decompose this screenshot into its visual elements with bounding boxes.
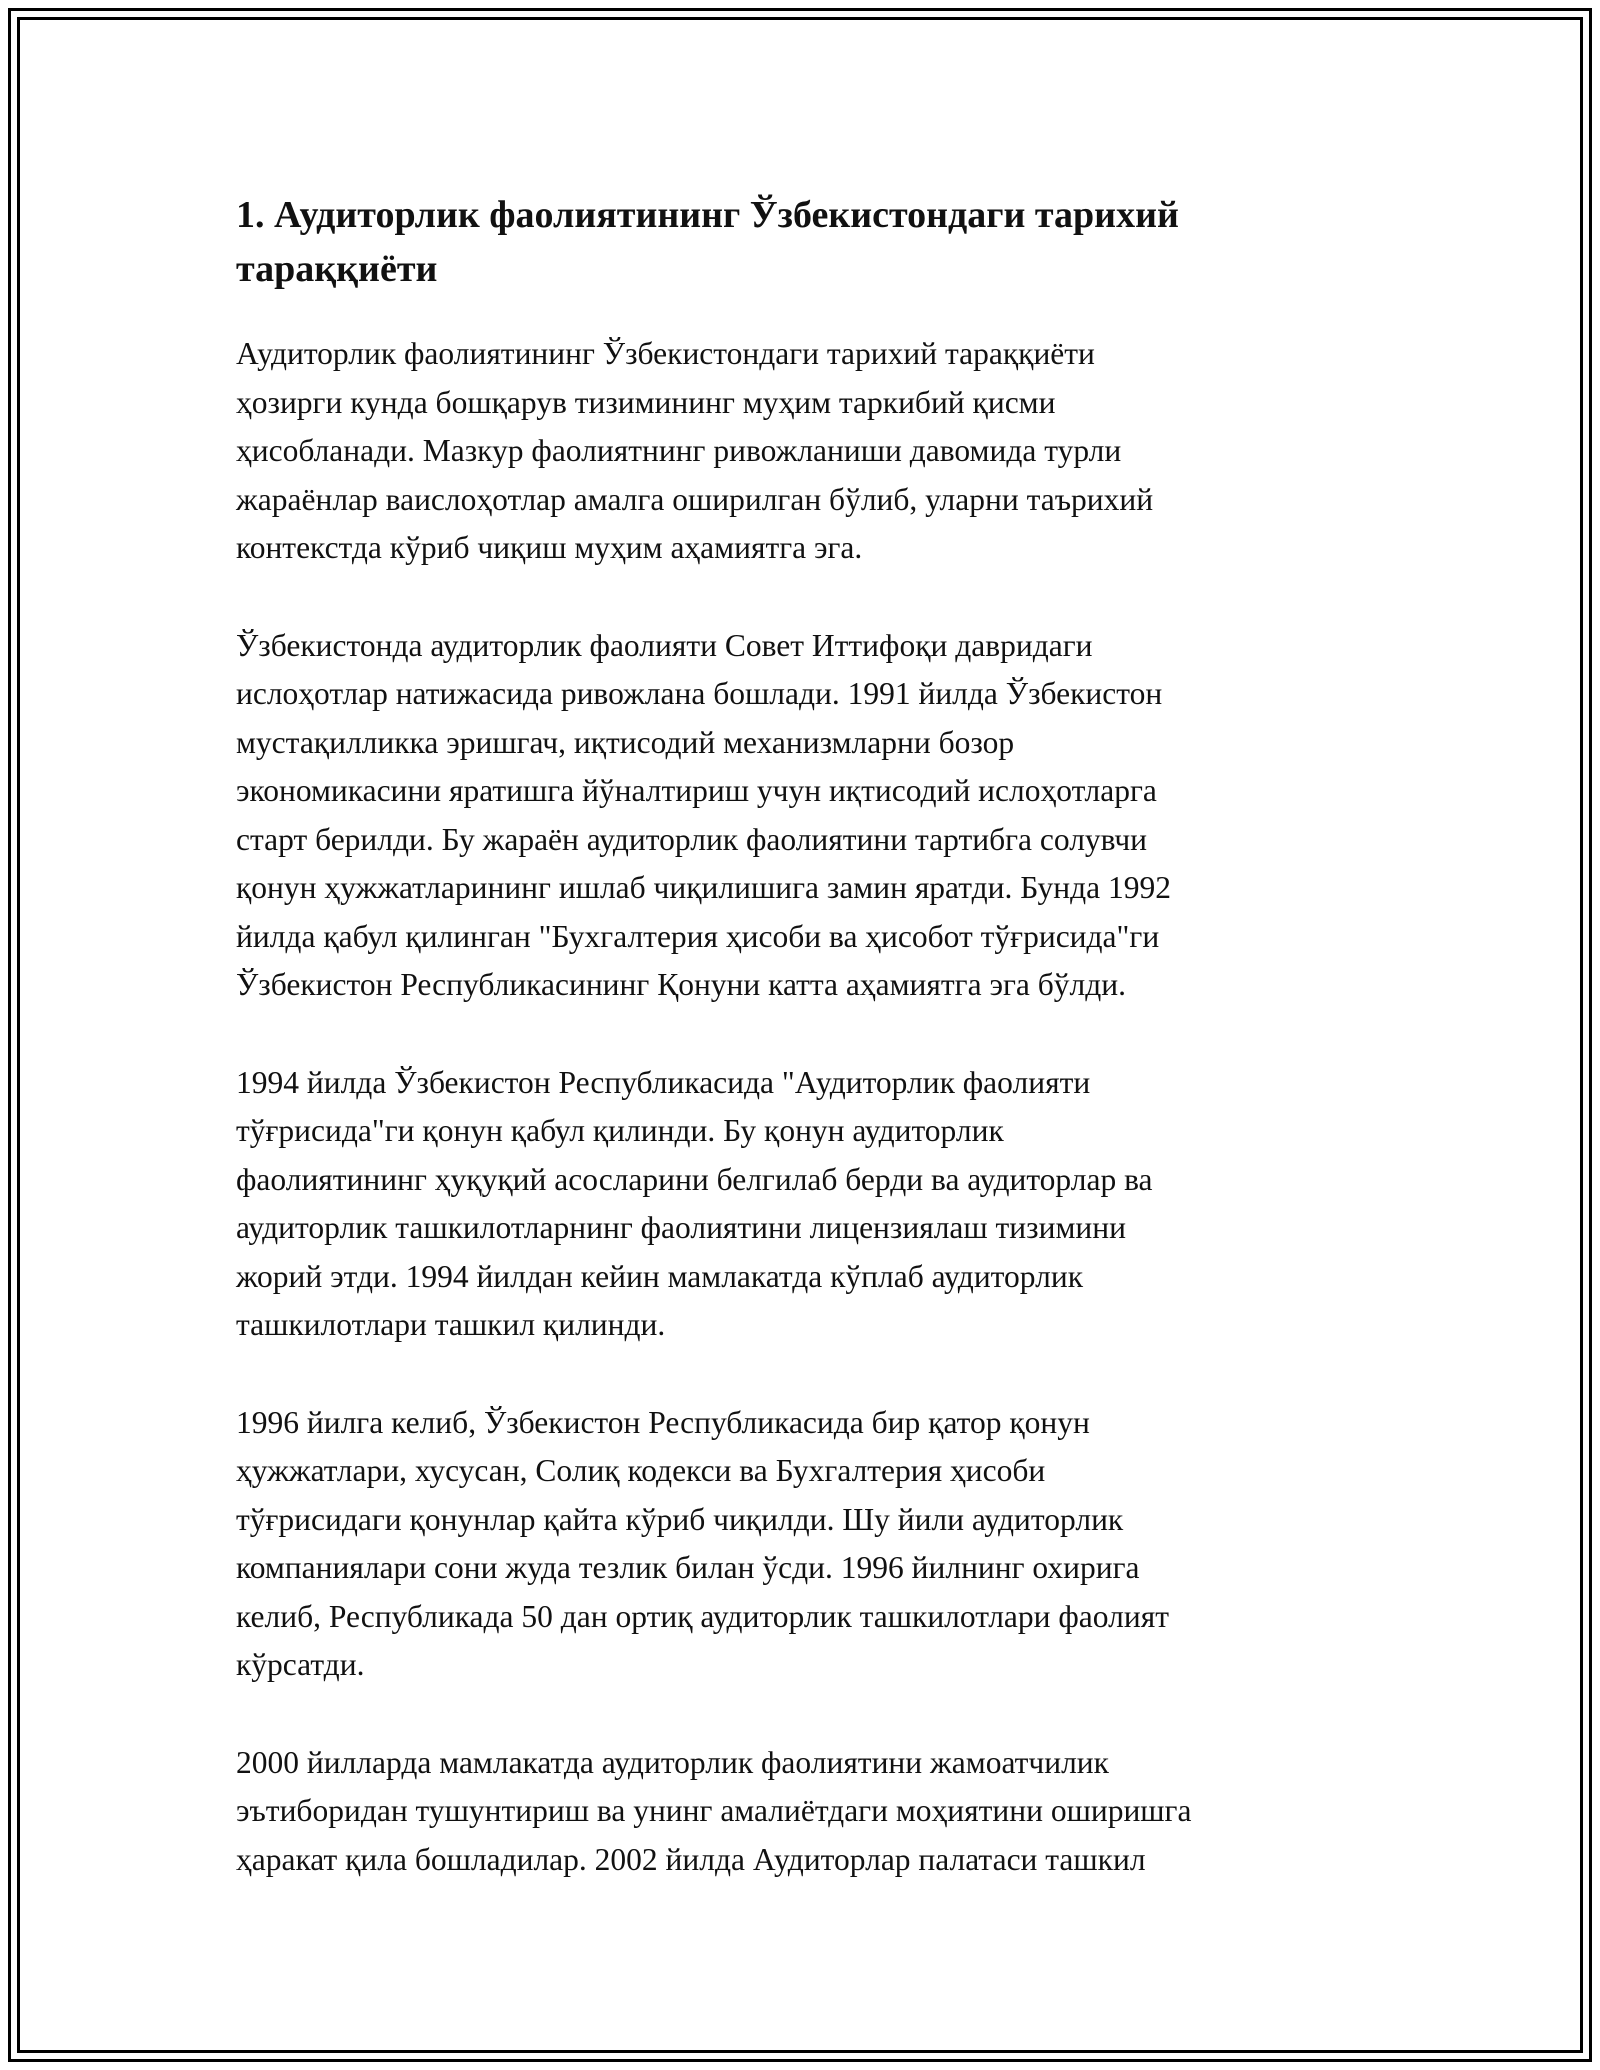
- paragraph-intro: [236, 330, 1366, 573]
- paragraph-soviet-era: [236, 622, 1366, 1010]
- text-line: йилда қабул қилинган "Бухгалтерия ҳисоби ва ҳисобот тўғрисида"ги: [236, 918, 1160, 954]
- document-title: [236, 188, 1366, 296]
- text-line: Ўзбекистонда аудиторлик фаолияти Совет Иттифоқи давридаги: [236, 627, 1093, 663]
- text-line: старт берилди. Бу жараён аудиторлик фаолиятини тартибга солувчи: [236, 821, 1148, 857]
- text-line: 2000 йилларда мамлакатда аудиторлик фаолиятини жамоатчилик: [236, 1744, 1109, 1780]
- text-line: ислоҳотлар натижасида ривожлана бошлади. 1991 йилда Ўзбекистон: [236, 676, 1163, 711]
- text-line: фаолиятининг ҳуқуқий асосларини белгилаб берди ва аудиторлар ва: [236, 1161, 1153, 1197]
- text-line: контекстда кўриб чиқиш муҳим аҳамиятга эга.: [236, 530, 863, 565]
- text-line: эътиборидан тушунтириш ва унинг амалиётдаги моҳиятини оширишга: [236, 1793, 1192, 1828]
- title-line: тараққиёти: [236, 248, 438, 290]
- paragraph-1994: [236, 1059, 1366, 1350]
- text-line: мустақилликка эришгач, иқтисодий механизмларни бозор: [236, 724, 1015, 760]
- paragraph-2000s: [236, 1739, 1366, 1885]
- text-line: ҳаракат қила бошладилар. 2002 йилда Аудиторлар палатаси ташкил: [236, 1841, 1146, 1877]
- text-line: қонун ҳужжатларининг ишлаб чиқилишига замин яратди. Бунда 1992: [236, 870, 1172, 905]
- text-line: ҳозирги кунда бошқарув тизимининг муҳим таркибий қисми: [236, 384, 1056, 420]
- text-line: кўрсатди.: [236, 1647, 365, 1682]
- document-body: [236, 188, 1366, 1933]
- text-line: ҳужжатлари, хусусан, Солиқ кодекси ва Бухгалтерия ҳисоби: [236, 1453, 1046, 1488]
- paragraph-1996: [236, 1399, 1366, 1690]
- text-line: келиб, Республикада 50 дан ортиқ аудиторлик ташкилотлари фаолият: [236, 1598, 1169, 1634]
- text-line: компаниялари сони жуда тезлик билан ўсди. 1996 йилнинг охирига: [236, 1550, 1140, 1585]
- text-line: тўғрисидаги қонунлар қайта кўриб чиқилди. Шу йили аудиторлик: [236, 1501, 1124, 1537]
- text-line: ташкилотлари ташкил қилинди.: [236, 1307, 666, 1342]
- text-line: тўғрисида"ги қонун қабул қилинди. Бу қонун аудиторлик: [236, 1113, 1004, 1148]
- text-line: жорий этди. 1994 йилдан кейин мамлакатда кўплаб аудиторлик: [236, 1258, 1083, 1294]
- text-line: Аудиторлик фаолиятининг Ўзбекистондаги тарихий тараққиёти: [236, 336, 1095, 371]
- text-line: аудиторлик ташкилотларнинг фаолиятини лицензиялаш тизимини: [236, 1210, 1126, 1245]
- text-line: 1994 йилда Ўзбекистон Республикасида "Аудиторлик фаолияти: [236, 1064, 1091, 1100]
- text-line: Ўзбекистон Республикасининг Қонуни катта аҳамиятга эга бўлди.: [236, 967, 1126, 1002]
- text-line: 1996 йилга келиб, Ўзбекистон Республикасида бир қатор қонун: [236, 1404, 1090, 1440]
- text-line: экономикасини яратишга йўналтириш учун иқтисодий ислоҳотларга: [236, 773, 1157, 808]
- text-line: ҳисобланади. Мазкур фаолиятнинг ривожланиши давомида турли: [236, 433, 1122, 468]
- text-line: жараёнлар ваислоҳотлар амалга оширилган бўлиб, уларни таърихий: [236, 481, 1154, 517]
- title-line: 1. Аудиторлик фаолиятининг Ўзбекистондаги тарихий: [236, 194, 1179, 236]
